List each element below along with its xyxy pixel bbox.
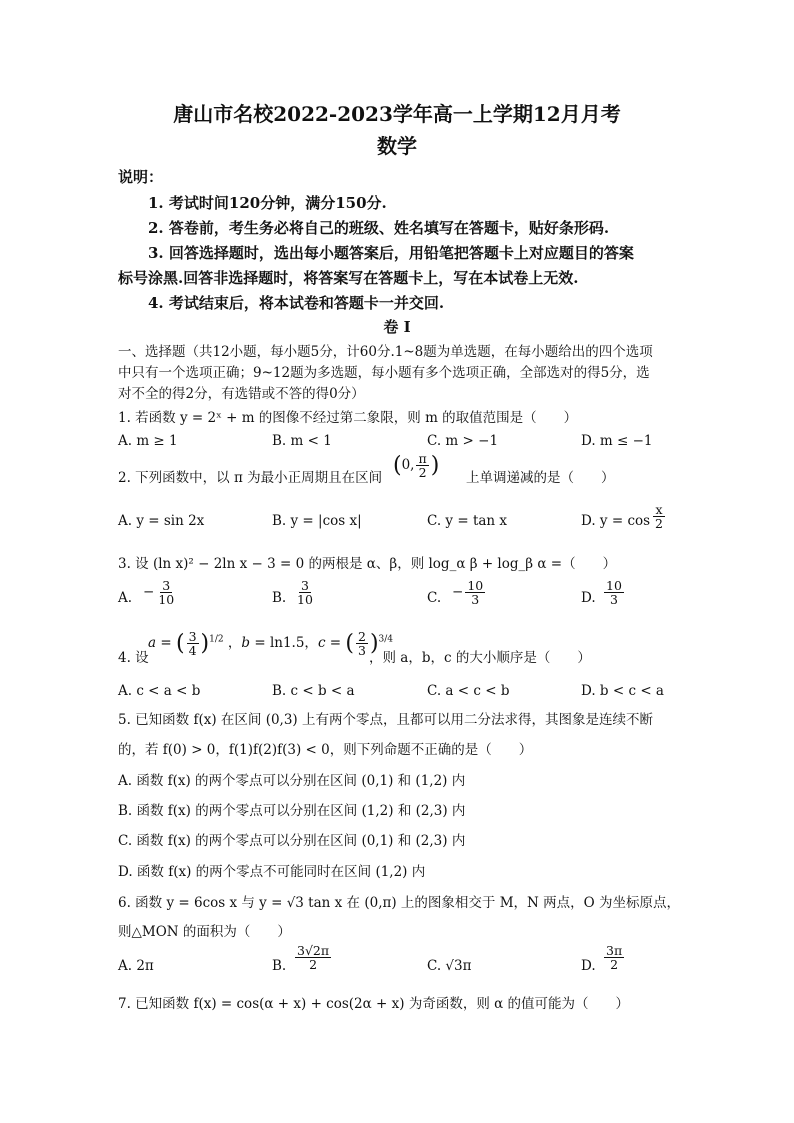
question-1-stem: 1. 若函数 y = 2ˣ + m 的图像不经过第二象限，则 m 的取值范围是（ ） — [118, 410, 578, 426]
question-6-line: 6. 函数 y = 6cos x 与 y = √3 tan x 在 (0,π) 上的图象相交于 M，N 两点，O 为坐标原点， — [118, 895, 680, 911]
question-7-stem: 7. 已知函数 f(x) = cos(α + x) + cos(2α + x) 为奇函数，则 α 的值可能为（ ） — [118, 996, 630, 1012]
instruction-item: 4. 考试结束后，将本试卷和答题卡一并交回. — [148, 294, 445, 312]
question-3-stem: 3. 设 (ln x)² − 2ln x − 3 = 0 的两根是 α、β，则 log_α β + log_β α =（ ） — [118, 556, 617, 572]
q6-option-b-value: $\frac{3√2\pi}{2}$ — [297, 943, 330, 973]
instruction-item: 2. 答卷前，考生务必将自己的班级、姓名填写在答题卡，贴好条形码. — [148, 219, 610, 237]
q4-option-b: B. c < b < a — [272, 683, 355, 699]
instruction-item: 1. 考试时间120分钟，满分150分. — [148, 194, 387, 212]
q4-option-a: A. c < a < b — [118, 683, 201, 699]
q1-option-c: C. m > −1 — [427, 433, 499, 449]
q2-option-d: D. y = cos — [581, 513, 651, 529]
section-heading: 对不全的得2分，有选错或不答的得0分） — [118, 386, 365, 402]
question-2-stem-b: 上单调递减的是（ ） — [466, 470, 615, 486]
question-5-line: 5. 已知函数 f(x) 在区间 (0,3) 上有两个零点，且都可以用二分法求得，其图象是连续不断 — [118, 712, 653, 728]
question-4-stem-b: ，则 a，b，c 的大小顺序是（ ） — [369, 650, 591, 666]
section-heading: 中只有一个选项正确；9~12题为多选题，每小题有多个选项正确，全部选对的得5分，选 — [118, 365, 650, 381]
q3-option-b-value: $\frac{3}{10}$ — [297, 578, 313, 608]
question-2-stem-a: 2. 下列函数中，以 π 为最小正周期且在区间 — [118, 470, 383, 486]
q3-option-a-value: − $\frac{3}{10}$ — [143, 578, 175, 608]
q3-option-d-value: $\frac{10}{3}$ — [606, 578, 622, 608]
question-4-stem-a: 4. 设 — [118, 650, 149, 666]
q3-option-a: A. — [118, 590, 133, 606]
q3-option-b: B. — [272, 590, 287, 606]
paper-subject: 数学 — [377, 134, 417, 158]
question-5-line: 的，若 f(0) > 0，f(1)f(2)f(3) < 0，则下列命题不正确的是（ ） — [118, 742, 533, 758]
q1-option-b: B. m < 1 — [272, 433, 332, 449]
q4-option-c: C. a < c < b — [427, 683, 510, 699]
q4-definitions: a = ( $\frac{3}{4}$ )$^{1/2}$ ，b = ln1.5，c = ( $\frac{2}{3}$ )$^{3/4}$ — [148, 629, 394, 659]
q2-interval: (0, $\frac{\pi}{2}$ ) — [393, 451, 440, 481]
volume-label: 卷 I — [383, 318, 411, 336]
q1-option-d: D. m ≤ −1 — [581, 433, 653, 449]
q6-option-d: D. — [581, 958, 596, 974]
instruction-item: 标号涂黑.回答非选择题时，将答案写在答题卡上，写在本试卷上无效. — [118, 269, 579, 287]
q5-option-c: C. 函数 f(x) 的两个零点可以分别在区间 (0,1) 和 (2,3) 内 — [118, 833, 466, 849]
q3-option-d: D. — [581, 590, 596, 606]
q4-option-d: D. b < c < a — [581, 683, 664, 699]
q6-option-c: C. √3π — [427, 958, 472, 974]
instruction-item: 3. 回答选择题时，选出每小题答案后，用铅笔把答题卡上对应题目的答案 — [148, 244, 634, 262]
q6-option-d-value: $\frac{3\pi}{2}$ — [606, 943, 623, 973]
q3-option-c-value: − $\frac{10}{3}$ — [452, 578, 484, 608]
instructions-label: 说明： — [118, 168, 164, 186]
q2-option-a: A. y = sin 2x — [118, 513, 205, 529]
q2-option-b: B. y = |cos x| — [272, 513, 362, 529]
q5-option-a: A. 函数 f(x) 的两个零点可以分别在区间 (0,1) 和 (1,2) 内 — [118, 773, 466, 789]
q6-option-b: B. — [272, 958, 287, 974]
question-6-line: 则△MON 的面积为（ ） — [118, 924, 291, 940]
q3-option-c: C. — [427, 590, 442, 606]
q2-option-c: C. y = tan x — [427, 513, 508, 529]
section-heading: 一、选择题（共12小题，每小题5分，计60分.1~8题为单选题，在每小题给出的四个选项 — [118, 344, 653, 360]
q6-option-a: A. 2π — [118, 958, 154, 974]
q1-option-a: A. m ≥ 1 — [118, 433, 178, 449]
q5-option-d: D. 函数 f(x) 的两个零点不可能同时在区间 (1,2) 内 — [118, 864, 426, 880]
q2-option-d-frac: $\frac{x}{2}$ — [655, 502, 663, 532]
q5-option-b: B. 函数 f(x) 的两个零点可以分别在区间 (1,2) 和 (2,3) 内 — [118, 803, 466, 819]
paper-title: 唐山市名校2022-2023学年高一上学期12月月考 — [173, 102, 621, 126]
